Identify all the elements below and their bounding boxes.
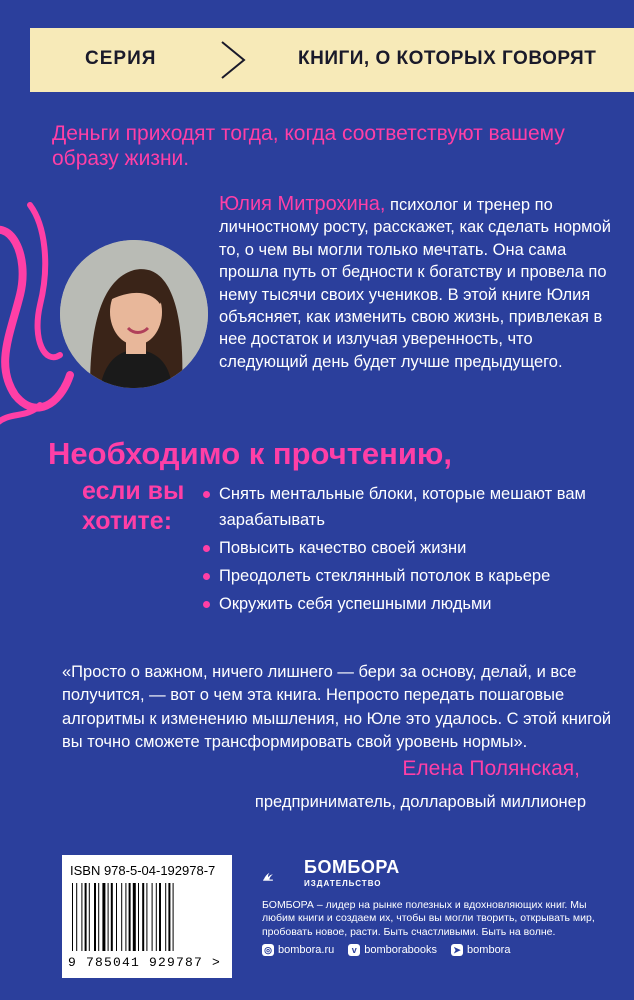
social-link-site[interactable]: ◎ bombora.ru [262,944,334,956]
list-item: Окружить себя успешными людьми [203,591,623,617]
list-item: Повысить качество своей жизни [203,535,623,561]
bullet-dot-icon [203,491,210,498]
review-quote: «Просто о важном, ничего лишнего — бери за основу, делай, и все получится, — вот о чем эта книга. Непросто передать пошаговые алгоритмы к изменению мышления, но Юле это удалось. С этой книгой вы точно сможете трансформировать свой уровень нормы». [62,663,612,752]
social-link-telegram[interactable]: ➤ bombora [451,944,510,956]
headline: Необходимо к прочтению, [48,436,452,471]
series-banner [30,28,634,92]
quote-author: Елена Полянская, [402,757,580,780]
bullet-dot-icon [203,573,210,580]
globe-icon: ◎ [262,944,274,956]
author-name: Юлия Митрохина, [219,193,386,215]
series-label: СЕРИЯ [85,48,157,69]
publisher-sub: ИЗДАТЕЛЬСТВО [304,879,382,888]
barcode-bars [70,883,225,953]
list-item: Снять ментальные блоки, которые мешают вам зарабатывать [203,481,623,533]
author-bio [219,193,614,373]
bullet-dot-icon [203,601,210,608]
social-links [262,944,510,956]
bombora-logo-icon [262,853,302,897]
isbn-label: ISBN 978-5-04-192978-7 [70,863,216,878]
telegram-icon: ➤ [451,944,463,956]
subhead: если вы хотите: [82,477,185,535]
publisher-name: БОМБОРА [304,857,400,877]
list-item: Преодолеть стеклянный потолок в карьере [203,563,623,589]
author-bio-text: психолог и тренер по личностному росту, расскажет, как сделать нормой то, о чем вы могли только мечтать. Она сама прошла путь от бедности к богатству и провела по нему тысячи своих учеников. В этой книге Юлия объясняет, как изменить свою жизнь, привлекая в нее достаток и излучая уверенность, что следующий день будет лучше предыдущего. [219,196,611,371]
tagline: Деньги приходят тогда, когда соответствуют вашему образу жизни. [52,122,565,170]
bullet-dot-icon [203,545,210,552]
series-name: КНИГИ, О КОТОРЫХ ГОВОРЯТ [298,48,597,69]
barcode [62,855,232,978]
publisher-description: БОМБОРА – лидер на рынке полезных и вдохновляющих книг. Мы любим книги и создаем их, чтобы вы могли творить, открывать мир, пробовать новое, расти. Быть счастливыми. Быть на волне. [262,899,595,938]
quote-author-role: предприниматель, долларовый миллионер [254,793,586,811]
chevron-right-icon [210,38,260,82]
benefits-list [203,481,623,619]
barcode-digits: 9 785041 929787 > [68,955,222,970]
vk-icon: v [348,944,360,956]
social-link-vk[interactable]: v bomborabooks [348,944,437,956]
author-photo [60,240,208,388]
